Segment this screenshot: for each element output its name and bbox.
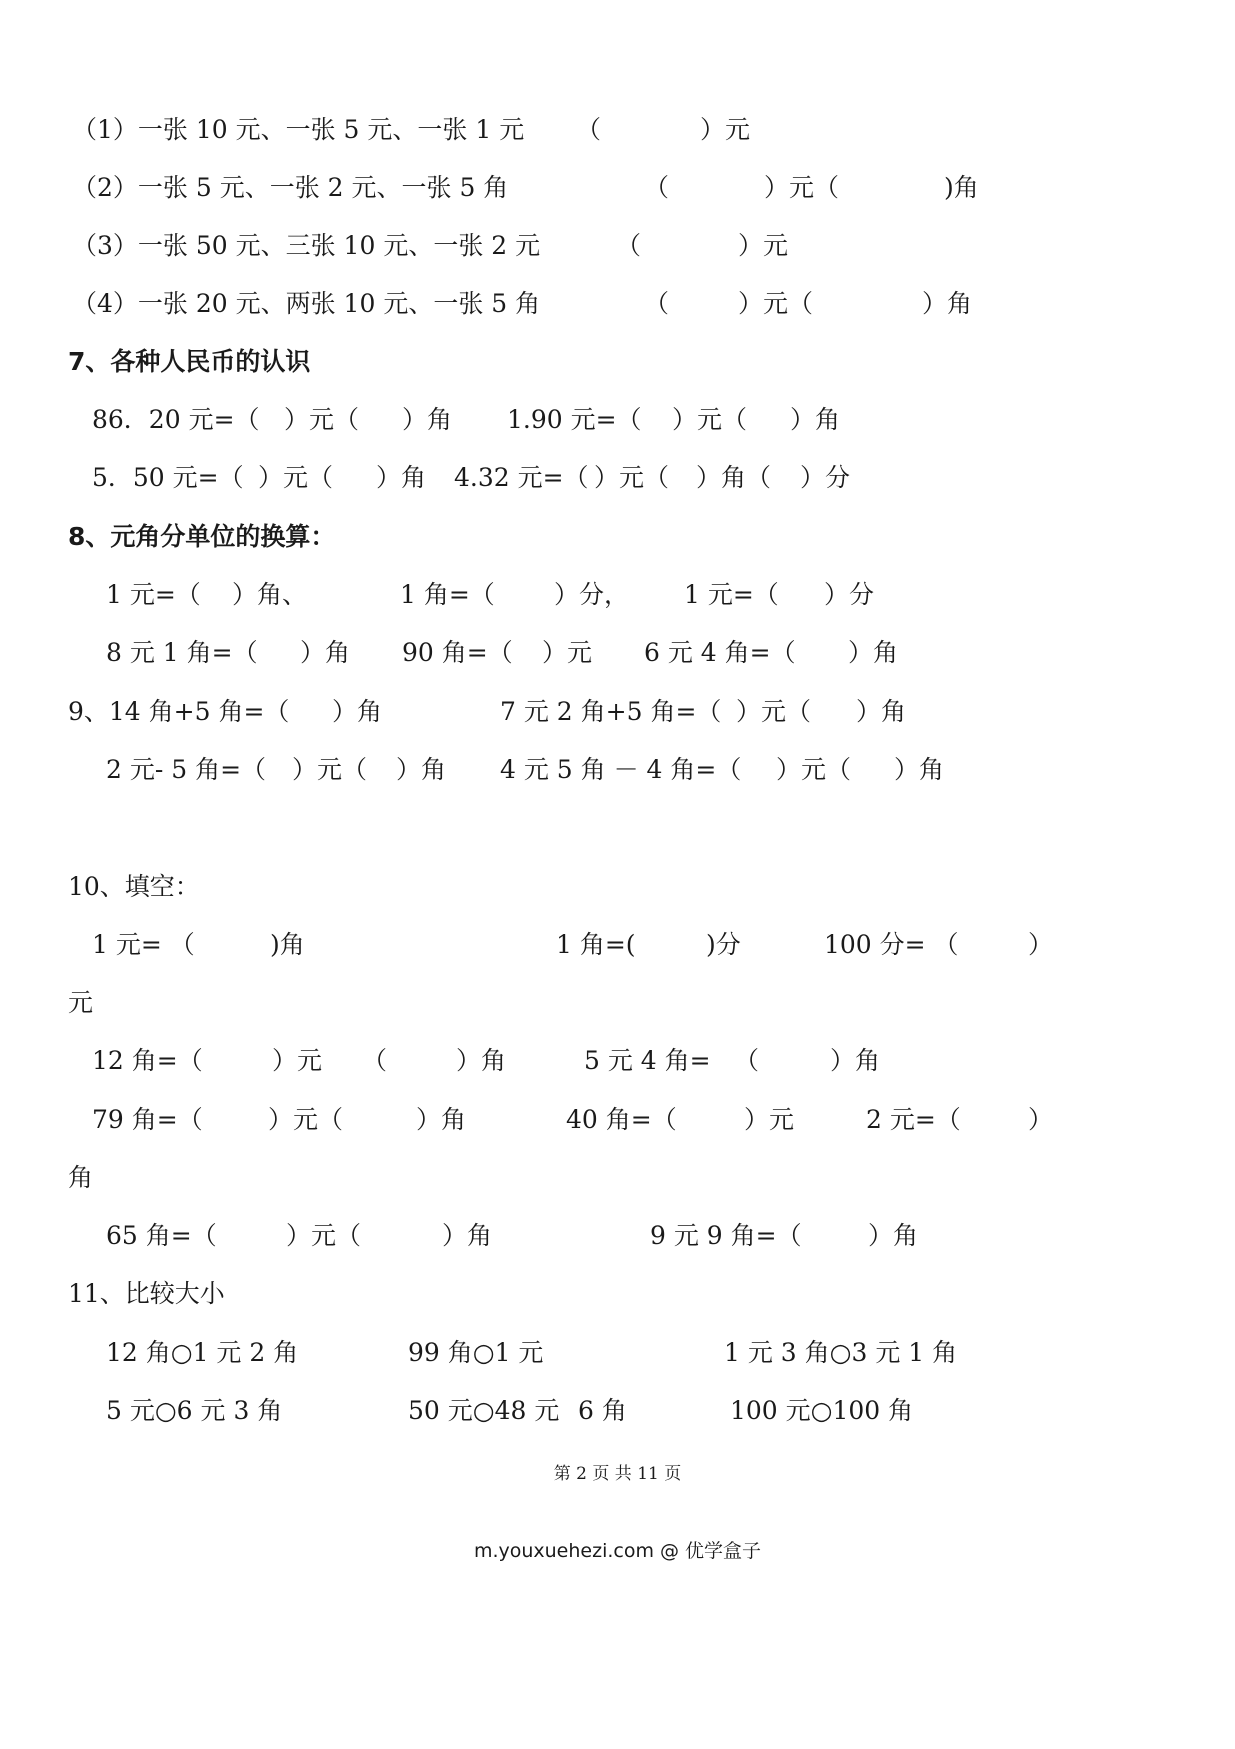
q10-r1-c: 1 角=( (556, 930, 636, 959)
q10-r1-d: )分 (706, 930, 741, 959)
q9-r2-f: ）角 (894, 755, 945, 784)
q11-r1-a: 12 角○1 元 2 角 (106, 1338, 299, 1367)
q11-r2-b: 50 元○48 元 (408, 1396, 560, 1425)
q11-title: 11、比较大小 (68, 1279, 225, 1308)
q8-r1-e: 1 元=（ (684, 580, 779, 609)
q6-item-2-desc: （2）一张 5 元、一张 2 元、一张 5 角 (72, 173, 509, 202)
q7-r1-b: ）元（ (284, 405, 360, 434)
q7-r1-e: ）元（ (672, 405, 748, 434)
q8-r1-b: ）角、 (232, 580, 308, 609)
q10-r1-e: 100 分= （ (824, 930, 959, 959)
q8-r1-c: 1 角=（ (400, 580, 495, 609)
q11-r1-c: 1 元 3 角○3 元 1 角 (724, 1338, 958, 1367)
q10-r2-e: 5 元 4 角= (584, 1046, 711, 1075)
q10-r1-wrap: 元 (68, 988, 94, 1017)
q7-r2-c: ）角 (376, 463, 427, 492)
q9-r1-e: ）角 (856, 697, 907, 726)
q6-item-3-open: （ (616, 231, 642, 260)
q10-r1-b: )角 (270, 930, 305, 959)
q7-r2-d: 4.32 元=（ (454, 463, 589, 492)
q7-r1-c: ）角 (402, 405, 453, 434)
q10-r2-a: 12 角=（ (92, 1046, 203, 1075)
q7-r2-b: ）元（ (258, 463, 334, 492)
q10-r4-d: 9 元 9 角=（ (650, 1221, 802, 1250)
q10-r2-c: （ (362, 1046, 388, 1075)
q10-r3-b: ）元（ (268, 1105, 344, 1134)
q9-r1-d: ）元（ (736, 697, 812, 726)
q10-r3-e: ）元 (744, 1105, 795, 1134)
q7-r2-e: ）元（ (594, 463, 670, 492)
q10-r3-f: 2 元=（ (866, 1105, 961, 1134)
q9-r2-d: 4 元 5 角 － 4 角=（ (500, 755, 742, 784)
q8-r2-a: 8 元 1 角=（ (106, 638, 258, 667)
q8-r2-d: ）元 (542, 638, 593, 667)
q9-r1-a: 9、14 角+5 角=（ (68, 697, 290, 726)
q10-r2-d: ）角 (456, 1046, 507, 1075)
q7-r2-g: ）分 (800, 463, 851, 492)
q8-title: 8、元角分单位的换算： (68, 522, 336, 551)
q10-r3-g: ） (1028, 1105, 1054, 1134)
q11-r1-b: 99 角○1 元 (408, 1338, 544, 1367)
q6-item-4-desc: （4）一张 20 元、两张 10 元、一张 5 角 (72, 289, 541, 318)
q10-r4-c: ）角 (442, 1221, 493, 1250)
q10-r2-b: ）元 (272, 1046, 323, 1075)
q7-r2-a: 5．50 元=（ (92, 463, 244, 492)
q10-r3-d: 40 角=（ (566, 1105, 677, 1134)
q6-item-3-desc: （3）一张 50 元、三张 10 元、一张 2 元 (72, 231, 541, 260)
q10-r1-f: ） (1028, 930, 1054, 959)
q7-r1-a: 86．20 元=（ (92, 405, 260, 434)
q10-r2-g: ）角 (830, 1046, 881, 1075)
q11-r2-c: 6 角 (578, 1396, 627, 1425)
q6-item-1-open: （ (576, 115, 602, 144)
q8-r2-f: ）角 (848, 638, 899, 667)
q8-r1-d: ）分， (554, 580, 630, 609)
q6-item-4-yuan: ）元（ (738, 289, 814, 318)
q10-r4-a: 65 角=（ (106, 1221, 217, 1250)
q10-r4-e: ）角 (868, 1221, 919, 1250)
q10-r3-c: ）角 (416, 1105, 467, 1134)
q10-r4-b: ）元（ (286, 1221, 362, 1250)
q8-r2-e: 6 元 4 角=（ (644, 638, 796, 667)
q9-r2-c: ）角 (396, 755, 447, 784)
q8-r2-c: 90 角=（ (402, 638, 513, 667)
q10-r3-wrap: 角 (68, 1163, 94, 1192)
q10-r1-a: 1 元= （ (92, 930, 195, 959)
q6-item-2-yuan: ）元（ (764, 173, 840, 202)
q10-title: 10、填空： (68, 872, 200, 901)
q8-r1-a: 1 元=（ (106, 580, 201, 609)
q6-item-2-jiao: )角 (944, 173, 979, 202)
q6-item-3-yuan: ）元 (738, 231, 789, 260)
q8-r1-f: ）分 (824, 580, 875, 609)
q11-r2-a: 5 元○6 元 3 角 (106, 1396, 283, 1425)
q9-r1-b: ）角 (332, 697, 383, 726)
q7-r2-f: ）角（ (696, 463, 772, 492)
site-watermark: m.youxuehezi.com @ 优学盒子 (473, 1540, 762, 1562)
q10-r3-a: 79 角=（ (92, 1105, 203, 1134)
q11-r2-d: 100 元○100 角 (730, 1396, 914, 1425)
q9-r2-a: 2 元- 5 角=（ (106, 755, 267, 784)
q7-r1-d: 1.90 元=（ (507, 405, 642, 434)
page-number: 第 2 页 共 11 页 (553, 1464, 682, 1484)
q6-item-2-open: （ (644, 173, 670, 202)
q9-r2-b: ）元（ (292, 755, 368, 784)
q9-r1-c: 7 元 2 角+5 角=（ (500, 697, 722, 726)
q6-item-1-desc: （1）一张 10 元、一张 5 元、一张 1 元 (72, 115, 525, 144)
q8-r2-b: ）角 (300, 638, 351, 667)
q10-r2-f: （ (734, 1046, 760, 1075)
q6-item-4-open: （ (644, 289, 670, 318)
q7-r1-f: ）角 (790, 405, 841, 434)
q9-r2-e: ）元（ (776, 755, 852, 784)
q6-item-4-jiao: ）角 (922, 289, 973, 318)
q6-item-1-yuan: ）元 (700, 115, 751, 144)
q7-title: 7、各种人民币的认识 (68, 347, 311, 376)
